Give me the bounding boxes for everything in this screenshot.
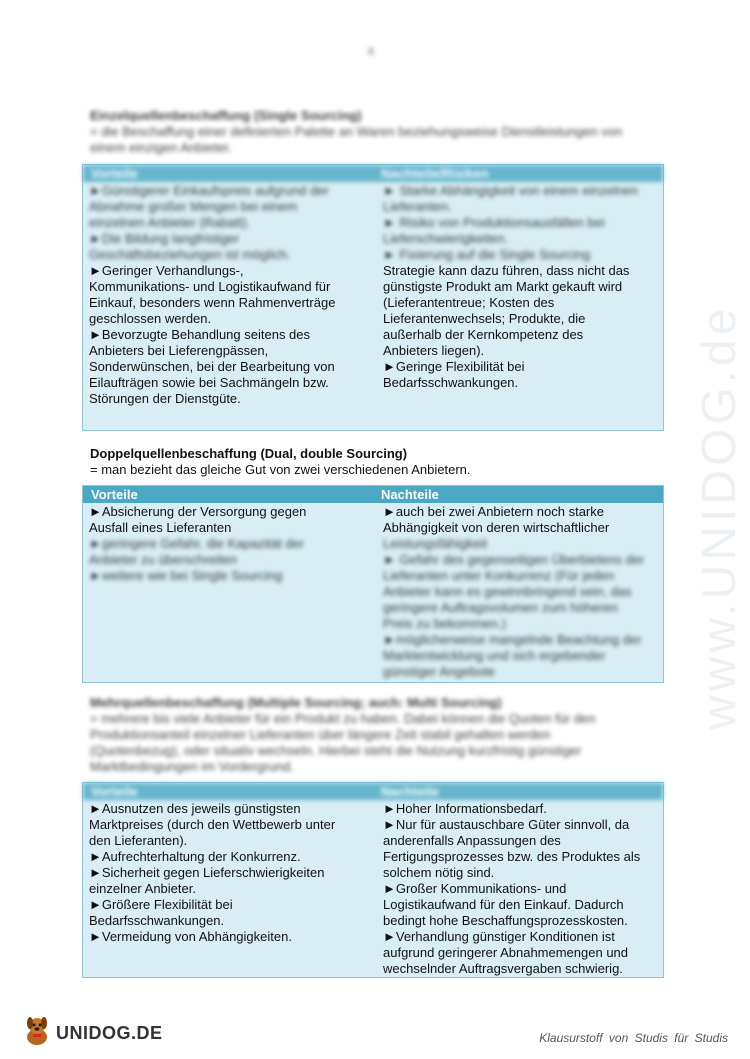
list-item: Kommunikations- und Logistikaufwand für xyxy=(89,279,331,294)
section3-header-right: Nachteile xyxy=(381,784,439,799)
section3-heading xyxy=(90,695,596,775)
section3-definition-line: = mehrere bis viele Anbieter für ein Produkt zu haben. Dabei können die Quoten für den xyxy=(90,711,596,726)
list-item: Bedarfsschwankungen. xyxy=(383,375,519,390)
list-item: ►Aufrechterhaltung der Konkurrenz. xyxy=(89,849,301,864)
list-item: Anbieter kann es gewinnbringend sein, das xyxy=(383,584,632,599)
list-item: anderenfalls Anpassungen des xyxy=(383,833,561,848)
list-item: geschlossen werden. xyxy=(89,311,212,326)
section2-table xyxy=(82,485,664,683)
list-item: ► Risiko von Produktionsausfällen bei xyxy=(383,215,605,230)
list-item: Ausfall eines Lieferanten xyxy=(89,520,232,535)
section2-title: Doppelquellenbeschaffung (Dual, double Sourcing) xyxy=(90,446,408,461)
section2-header-right: Nachteile xyxy=(381,487,439,502)
list-item: Störungen der Dienstgüte. xyxy=(89,391,241,406)
section2-advantages xyxy=(83,504,373,680)
section3-title: Mehrquellenbeschaffung (Multiple Sourcing; auch: Multi Sourcing) xyxy=(90,695,502,710)
list-item: den Lieferanten). xyxy=(89,833,188,848)
list-item: Lieferschwierigkeiten. xyxy=(383,231,509,246)
list-item: bedingt hohe Beschaffungsprozesskosten. xyxy=(383,913,628,928)
section3-definition-line: Marktbedingungen im Vordergrund. xyxy=(90,759,294,774)
list-item: ►Großer Kommunikations- und xyxy=(383,881,567,896)
section1-disadvantages xyxy=(373,183,663,407)
list-item: ►weitere wie bei Single Sourcing xyxy=(89,568,283,583)
list-item: außerhalb der Kernkompetenz des xyxy=(383,327,584,342)
list-item: ►Geringer Verhandlungs-, xyxy=(89,263,244,278)
list-item: Sonderwünschen, bei der Bearbeitung von xyxy=(89,359,335,374)
list-item: solchem nötig sind. xyxy=(383,865,495,880)
list-item: ►Absicherung der Versorgung gegen xyxy=(89,504,307,519)
list-item: ►Hoher Informationsbedarf. xyxy=(383,801,547,816)
section1-heading xyxy=(90,108,622,156)
list-item: Logistikaufwand für den Einkauf. Dadurch xyxy=(383,897,624,912)
list-item: ►Die Bildung langfristiger xyxy=(89,231,240,246)
list-item: Anbieters bei Lieferengpässen, xyxy=(89,343,269,358)
list-item: Einkauf, besonders wenn Rahmenverträge xyxy=(89,295,336,310)
section2-definition-line: = man bezieht das gleiche Gut von zwei verschiedenen Anbietern. xyxy=(90,462,471,477)
list-item: ► Gefahr des gegenseitigen Überbietens der xyxy=(383,552,645,567)
list-item: Abnahme großer Mengen bei einem xyxy=(89,199,298,214)
section2-table-header xyxy=(83,486,663,503)
section2-disadvantages xyxy=(373,504,663,680)
section1-definition-line: einem einzigen Anbieter. xyxy=(90,140,232,155)
section1-title: Einzelquellenbeschaffung (Single Sourcing) xyxy=(90,108,362,123)
section2-heading xyxy=(90,446,471,478)
list-item: aufgrund geringerer Abnahmemengen und xyxy=(383,945,629,960)
list-item: Lieferantenwechsels; Produkte, die xyxy=(383,311,586,326)
section1-table-header xyxy=(83,165,663,182)
list-item: geringere Auftragsvolumen zum höheren xyxy=(383,600,618,615)
section3-advantages xyxy=(83,801,373,977)
list-item: einzelner Anbieter. xyxy=(89,881,196,896)
list-item: Anbieter zu überschreiten xyxy=(89,552,238,567)
list-item: (Lieferantentreue; Kosten des xyxy=(383,295,555,310)
section1-advantages xyxy=(83,183,373,407)
footer-tagline: Klausurstoff von Studis für Studis xyxy=(539,1031,728,1045)
list-item: günstigste Produkt am Markt gekauft wird xyxy=(383,279,623,294)
list-item: ►Verhandlung günstiger Konditionen ist xyxy=(383,929,615,944)
section1-definition-line: = die Beschaffung einer definierten Palette an Waren beziehungsweise Dienstleistungen von xyxy=(90,124,623,139)
list-item: Fertigungsprozesses bzw. des Produktes als xyxy=(383,849,641,864)
list-item: ►Günstigerer Einkaufspreis aufgrund der xyxy=(89,183,329,198)
list-item: Leistungsfähigkeit xyxy=(383,536,488,551)
logo-text: UNIDOG.DE xyxy=(56,1022,163,1043)
list-item: Anbieters liegen). xyxy=(383,343,485,358)
list-item: Lieferanten unter Konkurrenz (Für jeden xyxy=(383,568,615,583)
list-item: ►Vermeidung von Abhängigkeiten. xyxy=(89,929,292,944)
section1-table xyxy=(82,164,664,431)
list-item: ► Fixierung auf die Single Sourcing xyxy=(383,247,591,262)
list-item: ►Größere Flexibilität bei xyxy=(89,897,233,912)
page-number: 8 xyxy=(368,46,375,58)
list-item: ►auch bei zwei Anbietern noch starke xyxy=(383,504,604,519)
list-item: ► Starke Abhängigkeit von einem einzelnen xyxy=(383,183,638,198)
section3-definition-line: Produktionsanteil einzelner Lieferanten über längere Zeit stabil gehalten werden xyxy=(90,727,551,742)
list-item: Lieferanten. xyxy=(383,199,452,214)
list-item: ►Bevorzugte Behandlung seitens des xyxy=(89,327,311,342)
list-item: ►Sicherheit gegen Lieferschwierigkeiten xyxy=(89,865,325,880)
list-item: ►Nur für austauschbare Güter sinnvoll, da xyxy=(383,817,630,832)
list-item: wechselnder Auftragsvergaben schwierig. xyxy=(383,961,623,976)
list-item: Marktentwicklung und sich ergebender xyxy=(383,648,606,663)
section2-header-left: Vorteile xyxy=(91,487,138,502)
list-item: Marktpreises (durch den Wettbewerb unter xyxy=(89,817,336,832)
section3-table-header xyxy=(83,783,663,800)
list-item: Eilaufträgen sowie bei Sachmängeln bzw. xyxy=(89,375,329,390)
list-item: ►Ausnutzen des jeweils günstigsten xyxy=(89,801,301,816)
footer-logo[interactable] xyxy=(22,1015,163,1051)
section3-table xyxy=(82,782,664,978)
list-item: Strategie kann dazu führen, dass nicht das xyxy=(383,263,630,278)
section3-header-left: Vorteile xyxy=(91,784,138,799)
dog-icon xyxy=(22,1015,52,1052)
list-item: ►Geringe Flexibilität bei xyxy=(383,359,525,374)
section3-definition-line: (Quotenbezug), oder situativ wechseln. Hierbei steht die Nutzung kurzfristig günstiger xyxy=(90,743,582,758)
list-item: Geschäftsbeziehungen ist möglich. xyxy=(89,247,291,262)
list-item: günstiger Angebote xyxy=(383,664,496,679)
list-item: ►möglicherweise mangelnde Beachtung der xyxy=(383,632,642,647)
list-item: Bedarfsschwankungen. xyxy=(89,913,225,928)
list-item: Preis zu bekommen.) xyxy=(383,616,506,631)
section1-header-right: Nachteile/Risiken xyxy=(381,166,489,181)
list-item: ►geringere Gefahr, die Kapazität der xyxy=(89,536,305,551)
watermark: www.UNIDOG.de xyxy=(693,304,746,730)
list-item: Abhängigkeit von deren wirtschaftlicher xyxy=(383,520,610,535)
section3-disadvantages xyxy=(373,801,663,977)
section1-header-left: Vorteile xyxy=(91,166,138,181)
list-item: einzelnen Anbieter (Rabatt). xyxy=(89,215,251,230)
